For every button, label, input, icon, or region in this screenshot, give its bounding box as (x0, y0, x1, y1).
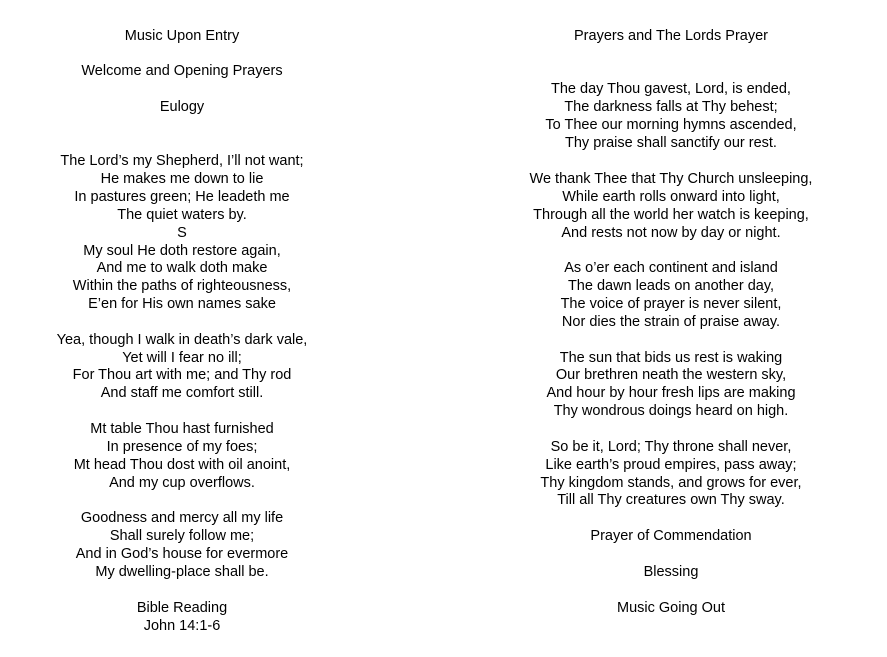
psalm-line: In pastures green; He leadeth me (74, 189, 290, 205)
psalm-line: Yea, though I walk in death’s dark vale, (56, 332, 308, 348)
psalm-line: And staff me comfort still. (100, 385, 264, 401)
heading-blessing: Blessing (643, 564, 699, 580)
hymn-line: The dawn leads on another day, (567, 278, 775, 294)
heading-prayers-lords-prayer: Prayers and The Lords Prayer (574, 28, 768, 44)
heading-eulogy: Eulogy (159, 99, 205, 115)
psalm-line: He makes me down to lie (100, 171, 264, 187)
heading-bible-reading: Bible Reading (136, 600, 228, 616)
hymn-line: And rests not now by day or night. (561, 225, 781, 241)
psalm-line: Shall surely follow me; (109, 528, 255, 544)
heading-welcome-opening-prayers: Welcome and Opening Prayers (81, 63, 283, 79)
heading-music-going-out: Music Going Out (617, 600, 725, 616)
heading-music-upon-entry: Music Upon Entry (124, 28, 240, 44)
psalm-line: E’en for His own names sake (88, 296, 276, 312)
hymn-line: Thy kingdom stands, and grows for ever, (540, 475, 802, 491)
psalm-line: The Lord’s my Shepherd, I’ll not want; (60, 153, 304, 169)
psalm-line: My soul He doth restore again, (83, 243, 281, 259)
heading-prayer-of-commendation: Prayer of Commendation (590, 528, 752, 544)
hymn-line: Through all the world her watch is keeping, (533, 207, 809, 223)
psalm-line: S (177, 225, 187, 241)
psalm-line: Within the paths of righteousness, (72, 278, 292, 294)
hymn-line: We thank Thee that Thy Church unsleeping, (529, 171, 813, 187)
psalm-line: The quiet waters by. (117, 207, 247, 223)
hymn-line: The sun that bids us rest is waking (559, 350, 783, 366)
psalm-line: Mt head Thou dost with oil anoint, (73, 457, 291, 473)
hymn-line: And hour by hour fresh lips are making (546, 385, 796, 401)
psalm-line: In presence of my foes; (106, 439, 258, 455)
psalm-line: My dwelling-place shall be. (95, 564, 269, 580)
hymn-line: So be it, Lord; Thy throne shall never, (550, 439, 792, 455)
hymn-line: Like earth’s proud empires, pass away; (545, 457, 797, 473)
hymn-line: Nor dies the strain of praise away. (561, 314, 781, 330)
psalm-line: And me to walk doth make (96, 260, 268, 276)
hymn-line: Thy praise shall sanctify our rest. (565, 135, 777, 151)
hymn-line: To Thee our morning hymns ascended, (545, 117, 797, 133)
psalm-line: For Thou art with me; and Thy rod (72, 367, 292, 383)
hymn-line: Till all Thy creatures own Thy sway. (557, 492, 785, 508)
psalm-line: Goodness and mercy all my life (80, 510, 284, 526)
hymn-line: Thy wondrous doings heard on high. (553, 403, 789, 419)
hymn-line: The day Thou gavest, Lord, is ended, (551, 81, 791, 97)
psalm-line: And my cup overflows. (109, 475, 255, 491)
psalm-line: And in God’s house for evermore (75, 546, 289, 562)
hymn-line: While earth rolls onward into light, (562, 189, 780, 205)
bible-reference: John 14:1-6 (143, 618, 221, 634)
hymn-line: As o’er each continent and island (564, 260, 778, 276)
psalm-line: Mt table Thou hast furnished (90, 421, 274, 437)
hymn-line: The darkness falls at Thy behest; (564, 99, 778, 115)
hymn-line: The voice of prayer is never silent, (560, 296, 782, 312)
psalm-line: Yet will I fear no ill; (122, 350, 242, 366)
hymn-line: Our brethren neath the western sky, (555, 367, 787, 383)
